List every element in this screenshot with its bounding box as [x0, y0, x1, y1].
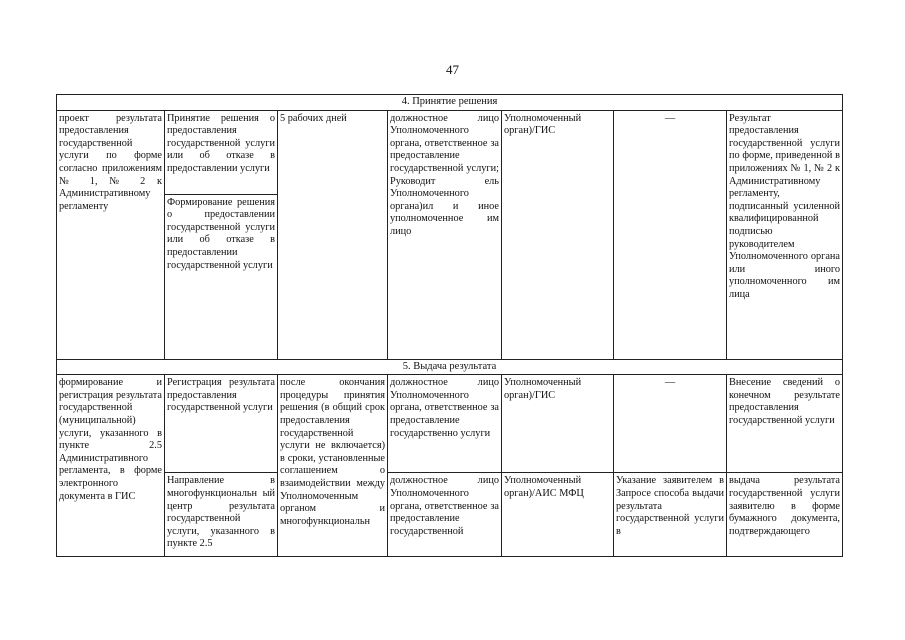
- action-cell: Принятие решения о предоставления государственной услуги или об отказе в предоставлении услуги: [165, 110, 278, 194]
- action-cell: [165, 473, 278, 557]
- responsible-cell: должностное лицо Уполномоченного органа, ответственное за предоставление государственной услуги; Руководит ель Уполномоченного органа)ил и иное уполномоченное им лицо: [388, 110, 502, 359]
- place-cell: Уполномоченный орган)/ГИС: [502, 110, 614, 359]
- result-text: выдача результата государственной услуги заявителю в форме бумажного документа, подтверждающего: [729, 475, 840, 537]
- result-cell: Внесение сведений о конечном результате предоставления государственной услуги: [727, 375, 843, 473]
- term-cell: 5 рабочих дней: [278, 110, 388, 359]
- action-cell: Формирование решения о предоставлении государственной услуги или об отказе в предоставлении государственной услуги: [165, 194, 278, 359]
- criteria-cell: —: [614, 110, 727, 359]
- term-text: после окончания процедуры принятия решения (в общий срок предоставления государственной услуги не включается) в сроки, установленные соглашением о взаимодействии между Уполномоченным органом и многофункциональн: [280, 377, 385, 527]
- place-cell: Уполномоченный орган)/ГИС: [502, 375, 614, 473]
- place-cell: Уполномоченный орган)/АИС МФЦ: [502, 473, 614, 557]
- criteria-text: Указание заявителем в Запросе способа выдачи результата государственной услуги в: [616, 475, 724, 537]
- table-row: [57, 110, 843, 194]
- result-cell: [727, 473, 843, 557]
- procedure-table: [56, 94, 843, 557]
- action-text: Направление в многофункциональн ый центр результата государственной услуги, указанного в пункте 2.5: [167, 475, 275, 550]
- responsible-text: должностное лицо Уполномоченного органа, ответственное за предоставление государственной: [390, 475, 499, 537]
- action-cell: Регистрация результата предоставления государственной услуги: [165, 375, 278, 473]
- section-title: 5. Выдача результата: [57, 359, 843, 375]
- table-row: [57, 375, 843, 473]
- section-header-row: [57, 359, 843, 375]
- basis-cell: формирование и регистрация результата государственной (муниципальной) услуги, указанного в пункте 2.5 Административного регламента, в форме электронного документа в ГИС: [57, 375, 165, 557]
- table-row: [57, 473, 843, 557]
- section-header-row: [57, 95, 843, 111]
- responsible-cell: [388, 473, 502, 557]
- responsible-cell: должностное лицо Уполномоченного органа, ответственное за предоставление государственно услуги: [388, 375, 502, 473]
- basis-cell: проект результата предоставления государственной услуги по форме согласно приложениям № 1, № 2 к Административному регламенту: [57, 110, 165, 359]
- result-cell: Результат предоставления государственной услуги по форме, приведенной в приложениях № 1, № 2 к Административному регламенту, подписанный усиленной квалифицированной подписью руководителем Уполномоченного органа или иного уполномоченного им лица: [727, 110, 843, 359]
- page-number: 47: [446, 62, 459, 77]
- section-title: 4. Принятие решения: [57, 95, 843, 111]
- criteria-cell: [614, 473, 727, 557]
- criteria-cell: —: [614, 375, 727, 473]
- term-cell: [278, 375, 388, 557]
